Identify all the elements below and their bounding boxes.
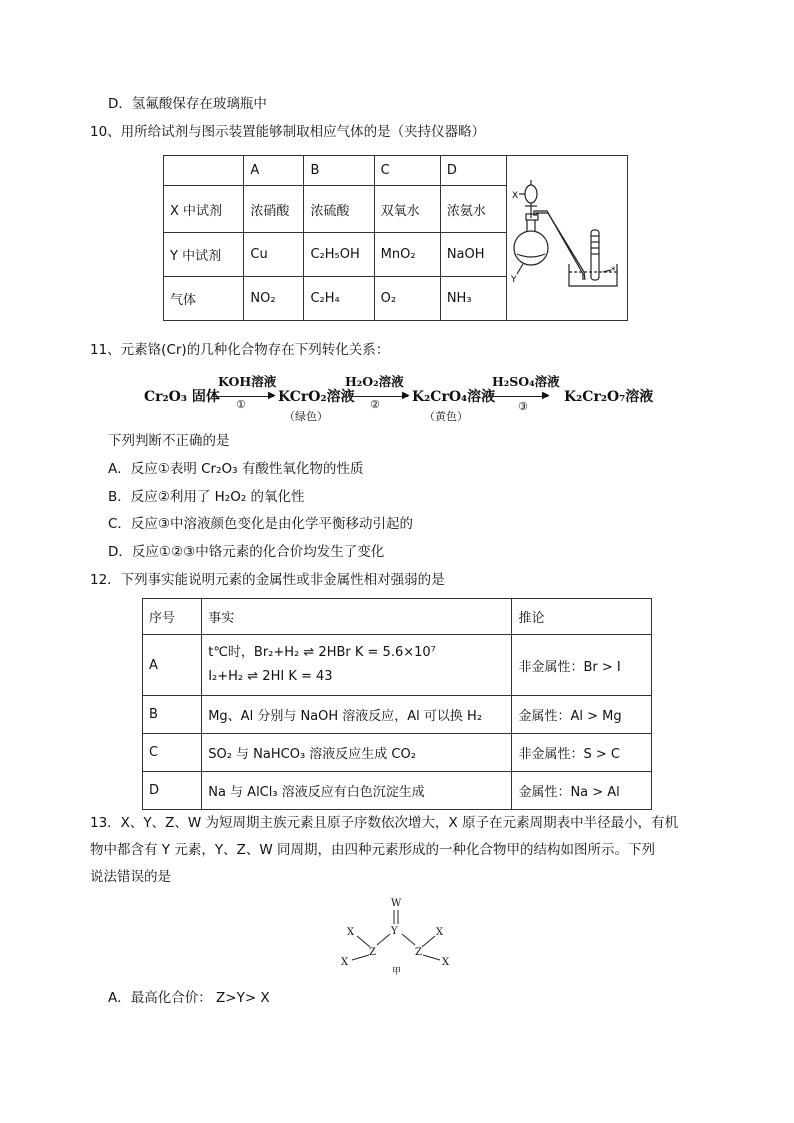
q13-stem-line1: 13．X、Y、Z、W 为短周期主族元素且原子序数依次增大，X 原子在元素周期表中半径最小，有机 <box>90 815 679 831</box>
q10-table <box>163 155 507 321</box>
scheme-start: Cr₂O₃ 固体 <box>144 389 220 405</box>
q12-row-id: D <box>143 772 202 810</box>
apparatus-label-x: X <box>512 191 519 201</box>
q12-table <box>142 598 652 810</box>
q10-header-cell: B <box>304 156 374 186</box>
atom-x: X <box>442 957 450 968</box>
q11-option-b: B．反应②利用了 H₂O₂ 的氧化性 <box>108 489 305 505</box>
scheme-reagent2: H₂O₂溶液 <box>345 374 404 389</box>
scheme-color2: （黄色） <box>424 410 468 423</box>
structure-caption: 甲 <box>392 967 402 976</box>
q10-header-row <box>164 156 507 186</box>
scheme-product2: K₂CrO₄溶液 <box>412 389 496 405</box>
q11-option-d: D．反应①②③中铬元素的化合价均发生了变化 <box>108 544 385 560</box>
q12-fact-cell: Na 与 AlCl₃ 溶液反应有白色沉淀生成 <box>202 772 512 810</box>
scheme-product1: KCrO₂溶液 <box>278 389 355 405</box>
atom-w: W <box>391 898 402 909</box>
q12-inference: 金属性：Na > Al <box>512 772 652 810</box>
q10-stem: 10、用所给试剂与图示装置能够制取相应气体的是（夹持仪器略） <box>90 124 486 140</box>
atom-x: X <box>347 927 355 938</box>
q12-fact-cell: SO₂ 与 NaHCO₃ 溶液反应生成 CO₂ <box>202 734 512 772</box>
atom-y: Y <box>391 926 398 937</box>
scheme-reagent1: KOH溶液 <box>218 374 277 389</box>
scheme-step3: ③ <box>518 400 528 413</box>
q10-header-cell: D <box>440 156 506 186</box>
atom-z-left: Z <box>369 947 376 958</box>
q12-header-row <box>143 599 652 635</box>
q10-cell: C₂H₄ <box>304 277 374 321</box>
q10-header-cell: C <box>374 156 440 186</box>
q10-row <box>164 277 507 321</box>
q10-row <box>164 233 507 277</box>
q11-prompt: 下列判断不正确的是 <box>108 433 230 449</box>
q12-row <box>143 734 652 772</box>
scheme-color1: （绿色） <box>284 410 328 423</box>
q10-row <box>164 186 507 233</box>
q11-option-c: C．反应③中溶液颜色变化是由化学平衡移动引起的 <box>108 516 414 532</box>
q13-stem-line3: 说法错误的是 <box>90 869 171 885</box>
q10-cell: NaOH <box>440 233 506 277</box>
scheme-arrow2 <box>352 396 408 397</box>
scheme-step2: ② <box>370 398 380 411</box>
q12-row <box>143 772 652 810</box>
q12-inference: 非金属性：S > C <box>512 734 652 772</box>
arrow-head-icon: ▶ <box>542 390 550 401</box>
molecule-structure-icon <box>330 892 460 976</box>
apparatus-label-y: Y <box>511 275 517 285</box>
q12-row-id: C <box>143 734 202 772</box>
q12-row-id: B <box>143 696 202 734</box>
q10-cell: NO₂ <box>244 277 304 321</box>
q10-cell: Cu <box>244 233 304 277</box>
scheme-arrow3 <box>490 396 548 397</box>
q10-cell: NH₃ <box>440 277 506 321</box>
q10-header-cell: A <box>244 156 304 186</box>
q12-header-cell: 序号 <box>143 599 202 635</box>
q12-fact-cell <box>202 635 512 696</box>
scheme-arrow1 <box>212 396 274 397</box>
q10-cell: 浓硝酸 <box>244 186 304 233</box>
q10-cell: 浓硫酸 <box>304 186 374 233</box>
apparatus-star-icon: * <box>611 266 616 276</box>
q11-scheme <box>140 372 660 424</box>
q12-header-cell: 推论 <box>512 599 652 635</box>
q9-option-d: D．氢氟酸保存在玻璃瓶中 <box>108 96 267 112</box>
q12-fact-line: t℃时，Br₂+H₂ ⇌ 2HBr K = 5.6×10⁷ <box>208 645 436 660</box>
q10-cell: MnO₂ <box>374 233 440 277</box>
q10-cell: 双氧水 <box>374 186 440 233</box>
q12-row <box>143 635 652 696</box>
arrow-head-icon: ▶ <box>402 390 410 401</box>
q11-option-a: A．反应①表明 Cr₂O₃ 有酸性氧化物的性质 <box>108 461 364 477</box>
q10-row-label: X 中试剂 <box>164 186 244 233</box>
q12-row-id: A <box>143 635 202 696</box>
q12-fact-line: I₂+H₂ ⇌ 2HI K = 43 <box>208 669 333 684</box>
q10-apparatus-figure <box>506 155 628 321</box>
q13-structure <box>330 892 460 976</box>
scheme-step1: ① <box>236 398 246 411</box>
q13-option-a: A．最高化合价： Z>Y> X <box>108 990 270 1006</box>
q13-stem-line2: 物中都含有 Y 元素，Y、Z、W 同周期，由四种元素形成的一种化合物甲的结构如图所示。下列 <box>90 842 655 858</box>
gas-apparatus-icon <box>507 156 627 320</box>
arrow-head-icon: ▶ <box>268 390 276 401</box>
scheme-product3: K₂Cr₂O₇溶液 <box>564 389 654 405</box>
atom-z-right: Z <box>415 947 422 958</box>
atom-x: X <box>436 927 444 938</box>
q10-row-label: Y 中试剂 <box>164 233 244 277</box>
q10-row-label: 气体 <box>164 277 244 321</box>
q12-inference: 非金属性：Br > I <box>512 635 652 696</box>
q11-stem: 11、元素铬(Cr)的几种化合物存在下列转化关系： <box>90 342 390 358</box>
q10-cell: O₂ <box>374 277 440 321</box>
q12-header-cell: 事实 <box>202 599 512 635</box>
q10-cell: C₂H₅OH <box>304 233 374 277</box>
q10-cell: 浓氨水 <box>440 186 506 233</box>
q12-row <box>143 696 652 734</box>
scheme-reagent3: H₂SO₄溶液 <box>492 374 560 389</box>
atom-x: X <box>341 957 349 968</box>
q12-stem: 12．下列事实能说明元素的金属性或非金属性相对强弱的是 <box>90 572 445 588</box>
q10-header-cell <box>164 156 244 186</box>
q12-fact-cell: Mg、Al 分别与 NaOH 溶液反应，Al 可以换 H₂ <box>202 696 512 734</box>
q12-inference: 金属性：Al > Mg <box>512 696 652 734</box>
